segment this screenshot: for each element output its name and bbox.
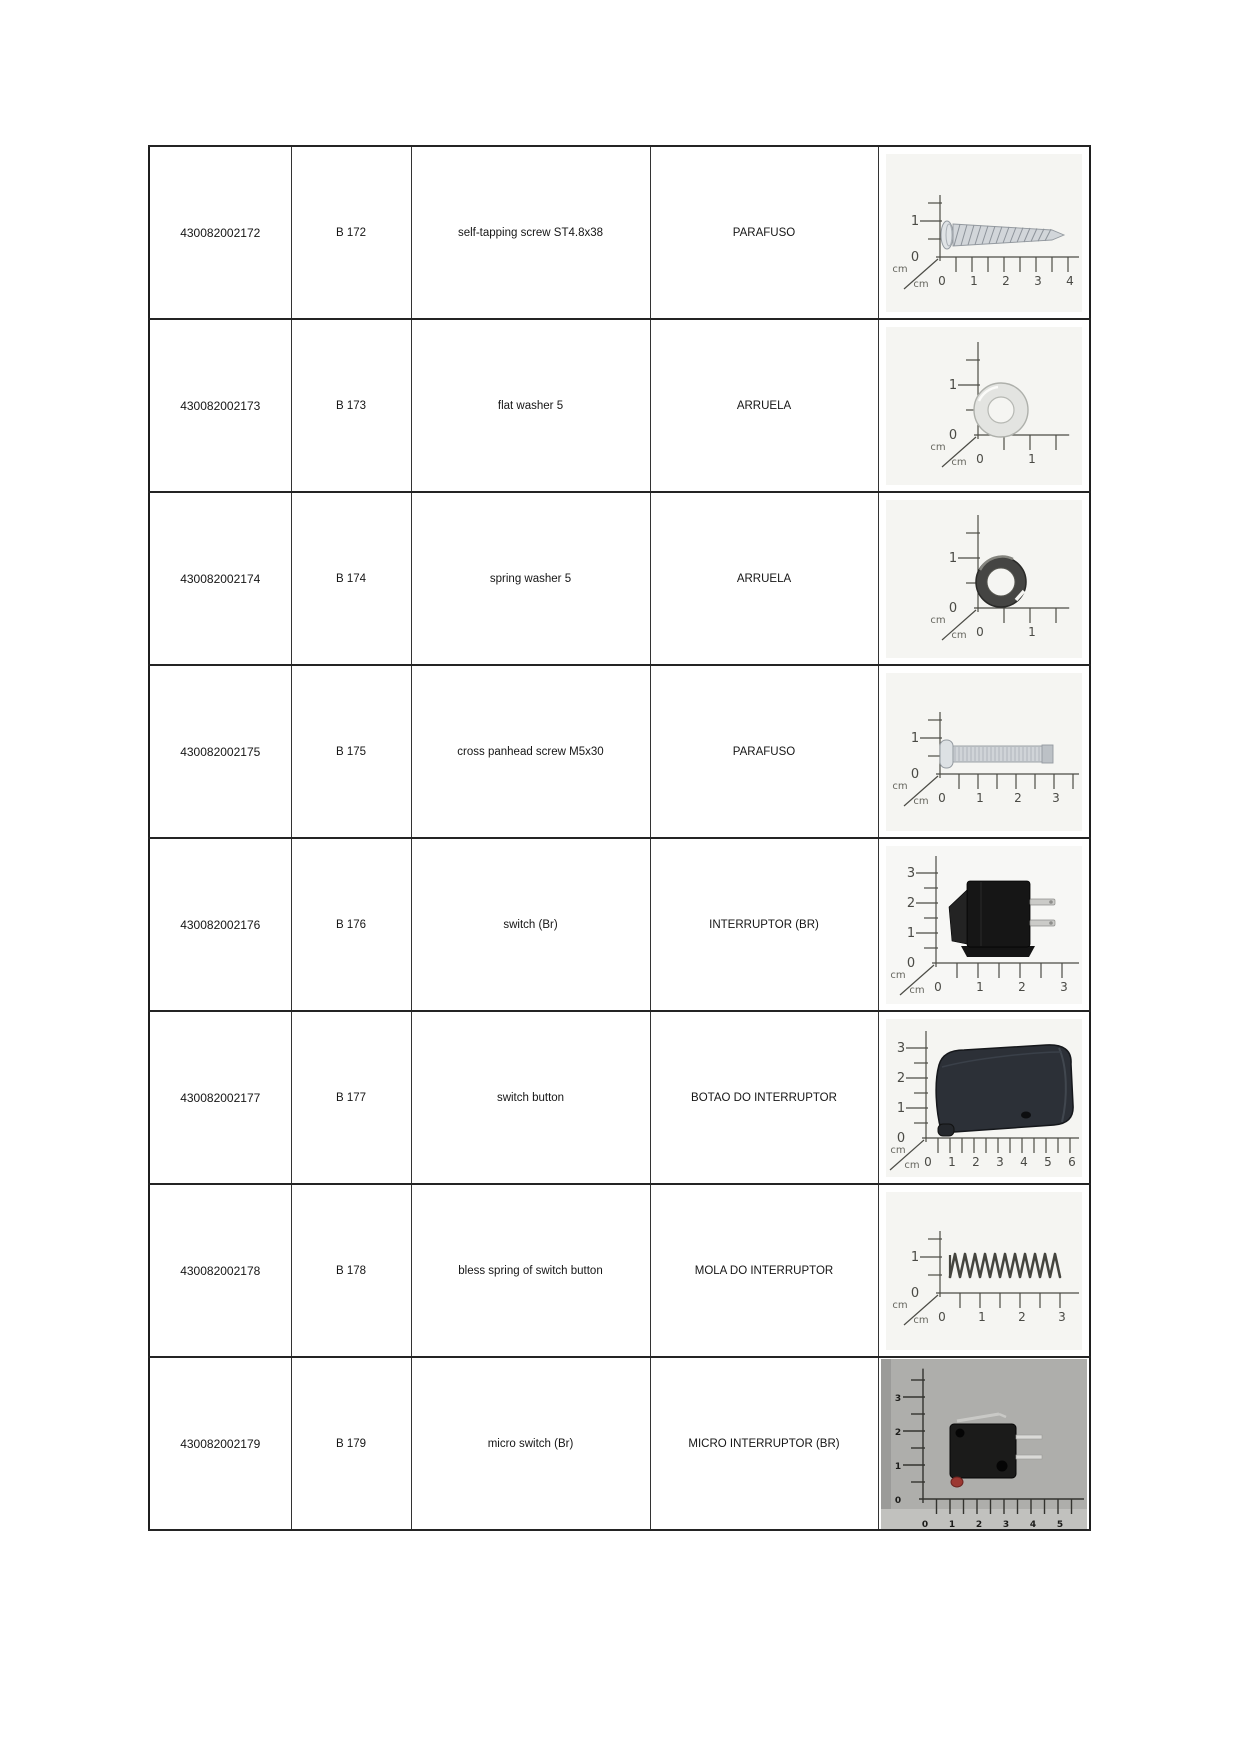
svg-text:1: 1 [910, 730, 919, 746]
svg-text:2: 2 [1017, 979, 1026, 994]
part-code-cell [291, 492, 411, 665]
svg-text:3: 3 [1002, 1519, 1009, 1529]
svg-text:3: 3 [1033, 273, 1042, 288]
svg-text:2: 2 [975, 1519, 982, 1529]
description-pt-cell [650, 1184, 878, 1357]
part-photo-coil-spring [886, 1192, 1082, 1350]
part-photo-rocker-switch [886, 846, 1082, 1004]
svg-text:cm: cm [930, 441, 946, 453]
part-code: B 173 [335, 399, 367, 412]
description-en-cell [411, 319, 650, 492]
svg-text:0: 0 [975, 451, 984, 466]
svg-text:0: 0 [896, 1130, 905, 1146]
svg-text:cm: cm [913, 795, 929, 807]
svg-text:cm: cm [890, 1144, 906, 1156]
svg-text:2: 2 [894, 1427, 901, 1438]
table-row [149, 665, 1090, 838]
svg-text:1: 1 [1027, 624, 1036, 639]
svg-text:3: 3 [1051, 790, 1060, 805]
description-pt: BOTAO DO INTERRUPTOR [691, 1091, 837, 1104]
part-photo-panhead-screw [886, 673, 1082, 831]
description-en: flat washer 5 [497, 399, 564, 412]
part-number-cell [149, 1184, 291, 1357]
part-code-cell [291, 665, 411, 838]
part-photo-micro-switch [881, 1359, 1087, 1529]
svg-text:6: 6 [1067, 1154, 1076, 1169]
part-code: B 178 [335, 1264, 367, 1277]
switch-button-illustration [936, 1044, 1073, 1135]
part-code: B 176 [335, 918, 367, 931]
svg-text:0: 0 [910, 1285, 919, 1301]
svg-text:cm: cm [909, 984, 925, 996]
part-code-cell [291, 1184, 411, 1357]
svg-text:4: 4 [1029, 1519, 1036, 1529]
part-photo-cell [878, 665, 1090, 838]
description-pt: MICRO INTERRUPTOR (BR) [688, 1437, 840, 1450]
part-code: B 174 [335, 572, 367, 585]
flat-washer-illustration [974, 383, 1028, 437]
part-number: 430082002179 [180, 1436, 261, 1451]
svg-text:3: 3 [894, 1393, 901, 1404]
description-pt: INTERRUPTOR (BR) [709, 918, 819, 931]
svg-text:5: 5 [1043, 1154, 1052, 1169]
part-number: 430082002172 [180, 225, 261, 240]
part-photo-cell [878, 146, 1090, 319]
description-pt: PARAFUSO [732, 226, 796, 239]
description-pt-cell [650, 665, 878, 838]
svg-text:0: 0 [948, 427, 957, 443]
svg-text:0: 0 [937, 1309, 946, 1324]
table-row [149, 1011, 1090, 1184]
svg-text:cm: cm [930, 614, 946, 626]
description-pt-cell [650, 319, 878, 492]
description-pt-cell [650, 146, 878, 319]
description-en-cell [411, 838, 650, 1011]
part-number: 430082002178 [180, 1263, 261, 1278]
part-number: 430082002175 [180, 744, 261, 759]
svg-text:1: 1 [894, 1461, 901, 1472]
svg-text:2: 2 [1001, 273, 1010, 288]
svg-text:1: 1 [948, 377, 957, 393]
svg-text:cm: cm [913, 1314, 929, 1326]
description-en: spring washer 5 [489, 572, 572, 585]
svg-text:2: 2 [906, 895, 915, 911]
description-pt-cell [650, 1357, 878, 1530]
part-number-cell [149, 146, 291, 319]
svg-text:cm: cm [904, 1159, 920, 1171]
description-en-cell [411, 665, 650, 838]
description-en: switch (Br) [503, 918, 558, 931]
part-photo-spring-washer [886, 500, 1082, 658]
svg-text:0: 0 [933, 979, 942, 994]
description-en: cross panhead screw M5x30 [457, 745, 604, 758]
svg-text:4: 4 [1065, 273, 1074, 288]
svg-text:cm: cm [913, 278, 929, 290]
part-code: B 172 [335, 226, 367, 239]
description-pt-cell [650, 838, 878, 1011]
svg-text:cm: cm [892, 780, 908, 792]
description-pt: PARAFUSO [732, 745, 796, 758]
svg-text:4: 4 [1019, 1154, 1028, 1169]
part-code: B 177 [335, 1091, 367, 1104]
description-pt-cell [650, 1011, 878, 1184]
svg-text:cm: cm [890, 969, 906, 981]
part-code-cell [291, 1357, 411, 1530]
table-row [149, 838, 1090, 1011]
description-en-cell [411, 492, 650, 665]
part-number-cell [149, 1011, 291, 1184]
part-code-cell [291, 146, 411, 319]
description-en-cell [411, 1357, 650, 1530]
svg-text:0: 0 [906, 955, 915, 971]
svg-text:1: 1 [906, 925, 915, 941]
svg-text:2: 2 [971, 1154, 980, 1169]
part-photo-self-tapping-screw [886, 154, 1082, 312]
svg-text:5: 5 [1056, 1519, 1063, 1529]
description-en-cell [411, 1184, 650, 1357]
parts-table [148, 145, 1091, 1531]
svg-text:cm: cm [951, 456, 967, 468]
part-code-cell [291, 838, 411, 1011]
part-photo-cell [878, 838, 1090, 1011]
svg-text:3: 3 [896, 1040, 905, 1056]
description-en: self-tapping screw ST4.8x38 [457, 226, 604, 239]
svg-text:cm: cm [892, 1299, 908, 1311]
svg-text:cm: cm [951, 629, 967, 641]
part-photo-cell [878, 1184, 1090, 1357]
table-row [149, 1184, 1090, 1357]
part-photo-flat-washer [886, 327, 1082, 485]
table-row [149, 492, 1090, 665]
table-row [149, 319, 1090, 492]
part-number: 430082002173 [180, 398, 261, 413]
svg-text:1: 1 [947, 1154, 956, 1169]
description-en-cell [411, 1011, 650, 1184]
description-pt: MOLA DO INTERRUPTOR [694, 1264, 834, 1277]
part-number: 430082002176 [180, 917, 261, 932]
part-number-cell [149, 1357, 291, 1530]
spring-washer-illustration [976, 556, 1026, 606]
table-row [149, 1357, 1090, 1530]
description-en: switch button [496, 1091, 565, 1104]
svg-text:0: 0 [937, 790, 946, 805]
svg-text:1: 1 [910, 213, 919, 229]
svg-text:3: 3 [1059, 979, 1068, 994]
table-row [149, 146, 1090, 319]
svg-text:0: 0 [948, 600, 957, 616]
description-pt: ARRUELA [736, 572, 792, 585]
svg-text:1: 1 [948, 1519, 955, 1529]
svg-text:0: 0 [975, 624, 984, 639]
part-code-cell [291, 319, 411, 492]
part-photo-cell [878, 1357, 1090, 1530]
description-en: bless spring of switch button [458, 1264, 603, 1277]
svg-text:0: 0 [910, 249, 919, 265]
svg-text:1: 1 [1027, 451, 1036, 466]
svg-text:1: 1 [975, 790, 984, 805]
svg-text:0: 0 [921, 1519, 928, 1529]
svg-text:3: 3 [1057, 1309, 1066, 1324]
svg-text:1: 1 [969, 273, 978, 288]
svg-text:0: 0 [937, 273, 946, 288]
description-en: micro switch (Br) [487, 1437, 574, 1450]
svg-text:cm: cm [892, 263, 908, 275]
part-photo-cell [878, 319, 1090, 492]
svg-text:1: 1 [910, 1249, 919, 1265]
part-photo-cell [878, 492, 1090, 665]
part-number-cell [149, 319, 291, 492]
part-photo-switch-button [886, 1019, 1082, 1177]
part-code: B 179 [335, 1437, 367, 1450]
part-number-cell [149, 492, 291, 665]
svg-text:1: 1 [977, 1309, 986, 1324]
svg-text:2: 2 [896, 1070, 905, 1086]
parts-table-body [149, 146, 1090, 1530]
svg-text:1: 1 [975, 979, 984, 994]
svg-text:0: 0 [894, 1495, 901, 1506]
part-number: 430082002174 [180, 571, 261, 586]
part-number: 430082002177 [180, 1090, 261, 1105]
part-code: B 175 [335, 745, 367, 758]
description-pt-cell [650, 492, 878, 665]
svg-text:3: 3 [906, 865, 915, 881]
description-en-cell [411, 146, 650, 319]
part-code-cell [291, 1011, 411, 1184]
description-pt: ARRUELA [736, 399, 792, 412]
svg-text:0: 0 [910, 766, 919, 782]
svg-text:1: 1 [896, 1100, 905, 1116]
svg-text:3: 3 [995, 1154, 1004, 1169]
part-number-cell [149, 665, 291, 838]
part-number-cell [149, 838, 291, 1011]
svg-text:0: 0 [923, 1154, 932, 1169]
part-photo-cell [878, 1011, 1090, 1184]
svg-text:1: 1 [948, 550, 957, 566]
svg-text:2: 2 [1017, 1309, 1026, 1324]
svg-text:2: 2 [1013, 790, 1022, 805]
